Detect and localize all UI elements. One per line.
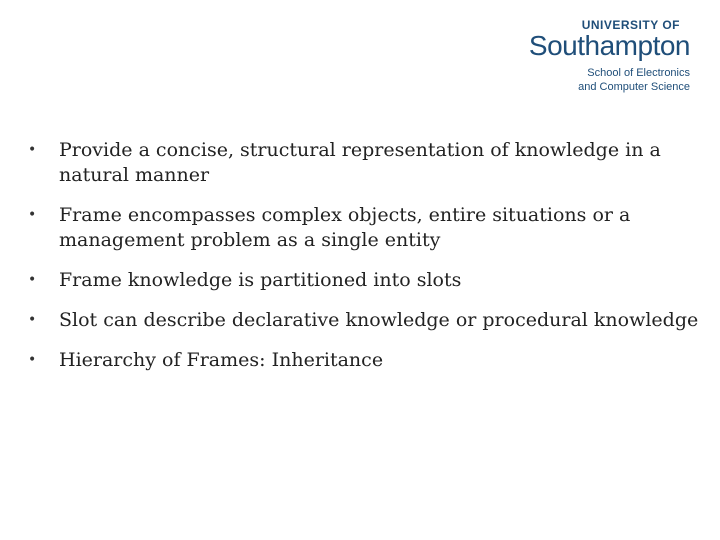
list-item [28,138,708,188]
list-item [28,348,708,373]
bullet-icon: • [28,352,37,368]
bullet-icon: • [28,312,37,328]
list-item [28,308,708,333]
bullet-icon: • [28,272,37,288]
bullet-text: Slot can describe declarative knowledge or procedural knowledge [59,309,699,331]
university-logo [510,18,690,94]
bullet-list [28,138,708,388]
list-item [28,203,708,253]
list-item [28,268,708,293]
logo-school-line1: School of Electronics [587,67,690,79]
logo-school-line2: and Computer Science [578,81,690,93]
bullet-text: Hierarchy of Frames: Inheritance [59,349,384,371]
bullet-text: Frame encompasses complex objects, entire situations or a management problem as a single entity [59,204,631,251]
bullet-icon: • [28,207,37,223]
bullet-text: Frame knowledge is partitioned into slots [59,269,462,291]
bullet-icon: • [28,142,37,158]
bullet-text: Provide a concise, structural representation of knowledge in a natural manner [59,139,661,186]
logo-southampton: Southampton [528,30,690,61]
logo-university-of: UNIVERSITY OF [581,18,680,32]
